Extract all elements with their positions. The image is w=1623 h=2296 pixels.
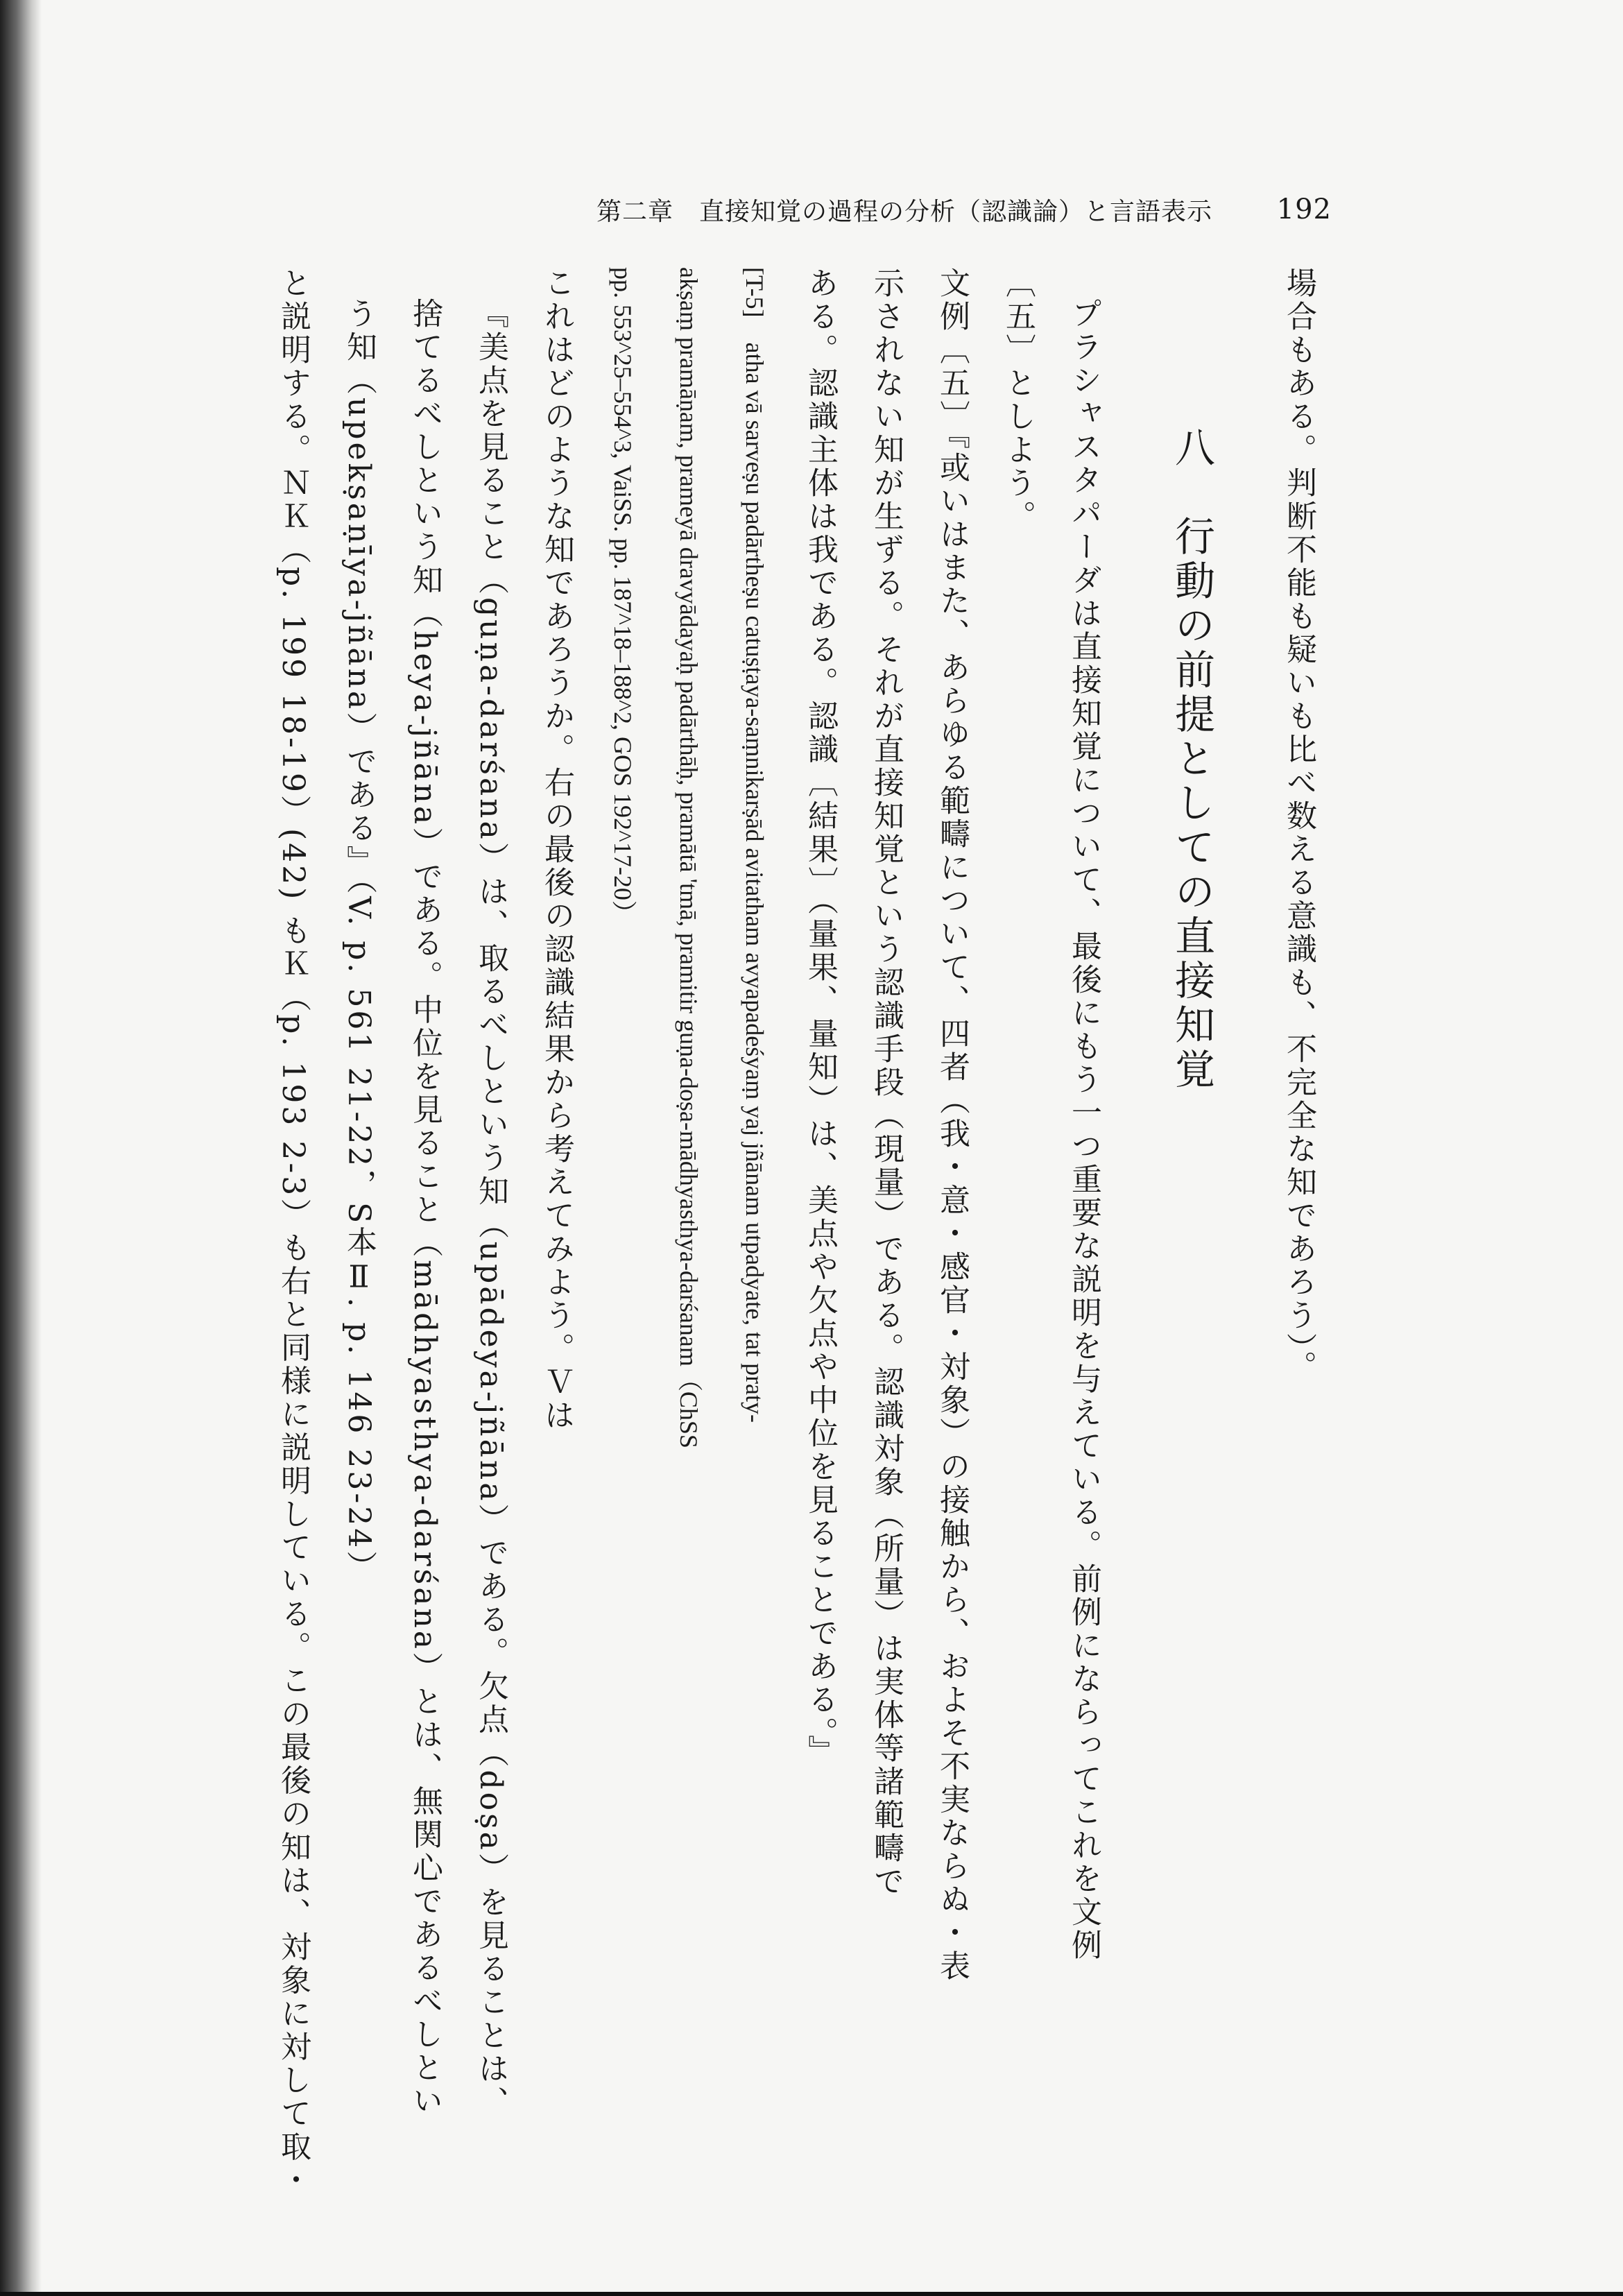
quote-line: 『美点を見ること（guṇa-darśana）は、取るべしという知（upādeya-jñāna）である。欠点（doṣa）を見ることは、 bbox=[473, 298, 508, 2119]
quote-line: う知（upekṣaṇīya-jñāna）である』（V. p. 561 21-22，S本Ⅱ. p. 146 23-24） bbox=[341, 298, 377, 1584]
example-line: 文例〔五〕『或いはまた、あらゆる範疇について、四者（我・意・感官・対象）の接触から、およそ不実ならぬ・表 bbox=[934, 267, 970, 1983]
section-heading: 八 行動の前提としての直接知覚 bbox=[1168, 427, 1215, 1093]
text-line: プラシャスタパーダは直接知覚について、最後にもう一つ重要な説明を与えている。前例にならってこれを文例 bbox=[1066, 298, 1101, 1962]
page-edge-shadow bbox=[0, 0, 42, 2296]
example-line: 示されない知が生ずる。それが直接知覚という認識手段（現量）である。認識対象（所量）は実体等諸範疇で bbox=[868, 267, 904, 1899]
text-line: これはどのような知であろうか。右の最後の認識結果から考えてみよう。Ｖは bbox=[539, 267, 574, 1432]
quote-line: 捨てるべしという知（heya-jñāna）である。中位を見ること（mādhyasthya-darśana）とは、無関心であるべしとい bbox=[407, 298, 443, 2118]
running-head bbox=[596, 189, 1332, 230]
chapter-title: 第二章 直接知覚の過程の分析（認識論）と言語表示 bbox=[596, 197, 1213, 226]
citation-line: pp. 553^25–554^3, VaiSS. pp. 187^18–188^2, GOS 192^17-20） bbox=[609, 267, 637, 925]
sanskrit-line: akṣaṃ pramāṇam, prameyā dravyādayaḥ padārthāḥ, pramātā 'tmā, pramitir guṇa-doṣa-mādhyasthya-darśanam（ChSS bbox=[675, 267, 703, 1448]
example-line: ある。認識主体は我である。認識〔結果〕（量果、量知）は、美点や欠点や中位を見ることである。』 bbox=[802, 267, 838, 1768]
vertical-text-body bbox=[222, 267, 1332, 2198]
text-line: 〔五〕としよう。 bbox=[1000, 267, 1036, 533]
page-number: 192 bbox=[1276, 194, 1332, 225]
text-line: 場合もある。判断不能も疑いも比べ数える意識も、不完全な知であろう）。 bbox=[1281, 267, 1316, 1384]
text-line: と説明する。ＮＫ（p. 199 18-19）(42) もＫ（p. 193 2-3）も右と同様に説明している。この最後の知は、対象に対して取・ bbox=[275, 267, 311, 2198]
page-bottom-border bbox=[0, 2292, 1623, 2296]
sanskrit-line: [T-5] atha vā sarveṣu padārtheṣu catuṣṭaya-saṃnikarṣād avitatham avyapadeśyaṃ yaj jñānam utpadyate, tat praty- bbox=[741, 267, 768, 1423]
